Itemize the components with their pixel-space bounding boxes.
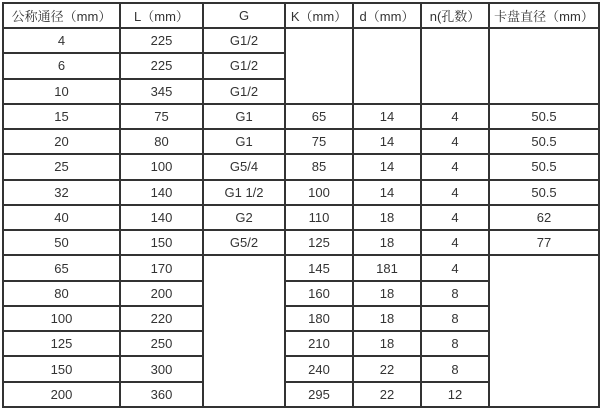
cell-chuck-merged-empty — [489, 28, 599, 104]
cell-K: 145 — [285, 255, 353, 280]
cell-K: 100 — [285, 180, 353, 205]
cell-d: 14 — [353, 129, 421, 154]
cell-dn: 15 — [3, 104, 120, 129]
cell-n: 8 — [421, 281, 489, 306]
table-row — [3, 180, 599, 205]
cell-dn: 50 — [3, 230, 120, 255]
cell-K: 75 — [285, 129, 353, 154]
cell-n: 4 — [421, 205, 489, 230]
cell-L: 75 — [120, 104, 203, 129]
cell-G: G5/4 — [203, 154, 285, 179]
cell-chuck: 77 — [489, 230, 599, 255]
cell-d: 181 — [353, 255, 421, 280]
cell-chuck: 50.5 — [489, 154, 599, 179]
cell-K: 180 — [285, 306, 353, 331]
cell-dn: 4 — [3, 28, 120, 53]
spec-table — [2, 2, 600, 408]
cell-d: 18 — [353, 331, 421, 356]
cell-chuck: 50.5 — [489, 129, 599, 154]
cell-d: 14 — [353, 180, 421, 205]
header-K: K（mm） — [285, 3, 353, 28]
cell-G: G1/2 — [203, 53, 285, 78]
cell-chuck-merged-empty — [489, 255, 599, 407]
cell-L: 80 — [120, 129, 203, 154]
cell-K: 210 — [285, 331, 353, 356]
cell-K: 110 — [285, 205, 353, 230]
cell-dn: 100 — [3, 306, 120, 331]
cell-G: G1 1/2 — [203, 180, 285, 205]
cell-n: 4 — [421, 230, 489, 255]
cell-L: 225 — [120, 28, 203, 53]
cell-dn: 32 — [3, 180, 120, 205]
cell-L: 140 — [120, 205, 203, 230]
cell-K-merged-empty — [285, 28, 353, 104]
table-row — [3, 154, 599, 179]
cell-n: 8 — [421, 306, 489, 331]
cell-L: 170 — [120, 255, 203, 280]
cell-G: G1 — [203, 129, 285, 154]
cell-chuck: 50.5 — [489, 180, 599, 205]
cell-dn: 20 — [3, 129, 120, 154]
table-row — [3, 205, 599, 230]
cell-dn: 40 — [3, 205, 120, 230]
cell-L: 300 — [120, 356, 203, 381]
cell-L: 220 — [120, 306, 203, 331]
cell-chuck: 50.5 — [489, 104, 599, 129]
cell-K: 125 — [285, 230, 353, 255]
cell-d: 22 — [353, 382, 421, 407]
cell-G: G1 — [203, 104, 285, 129]
cell-d: 22 — [353, 356, 421, 381]
cell-G: G2 — [203, 205, 285, 230]
cell-G: G1/2 — [203, 79, 285, 104]
cell-n: 8 — [421, 331, 489, 356]
header-hole-count-n: n(孔数） — [421, 3, 489, 28]
cell-n: 4 — [421, 129, 489, 154]
cell-dn: 80 — [3, 281, 120, 306]
cell-d: 18 — [353, 306, 421, 331]
cell-K: 160 — [285, 281, 353, 306]
cell-L: 200 — [120, 281, 203, 306]
cell-dn: 125 — [3, 331, 120, 356]
cell-d-merged-empty — [353, 28, 421, 104]
header-length-L: L（mm） — [120, 3, 203, 28]
cell-K: 65 — [285, 104, 353, 129]
cell-L: 250 — [120, 331, 203, 356]
cell-G: G1/2 — [203, 28, 285, 53]
cell-n: 8 — [421, 356, 489, 381]
cell-L: 360 — [120, 382, 203, 407]
header-nominal-diameter: 公称通径（mm） — [3, 3, 120, 28]
cell-L: 150 — [120, 230, 203, 255]
table-row — [3, 129, 599, 154]
cell-d: 14 — [353, 154, 421, 179]
cell-dn: 6 — [3, 53, 120, 78]
cell-dn: 65 — [3, 255, 120, 280]
table-row — [3, 255, 599, 280]
cell-L: 140 — [120, 180, 203, 205]
cell-dn: 150 — [3, 356, 120, 381]
cell-n: 4 — [421, 154, 489, 179]
cell-K: 240 — [285, 356, 353, 381]
header-chuck-diameter: 卡盘直径（mm） — [489, 3, 599, 28]
cell-dn: 25 — [3, 154, 120, 179]
cell-n: 4 — [421, 255, 489, 280]
cell-chuck: 62 — [489, 205, 599, 230]
cell-G-merged-empty — [203, 255, 285, 407]
header-d: d（mm） — [353, 3, 421, 28]
cell-d: 14 — [353, 104, 421, 129]
table-row — [3, 230, 599, 255]
cell-L: 100 — [120, 154, 203, 179]
table-row — [3, 28, 599, 53]
table-row — [3, 104, 599, 129]
cell-G: G5/2 — [203, 230, 285, 255]
cell-d: 18 — [353, 230, 421, 255]
cell-n: 12 — [421, 382, 489, 407]
cell-n: 4 — [421, 104, 489, 129]
cell-n-merged-empty — [421, 28, 489, 104]
cell-K: 295 — [285, 382, 353, 407]
header-thread-G: G — [203, 3, 285, 28]
header-row — [3, 3, 599, 28]
cell-d: 18 — [353, 281, 421, 306]
cell-L: 225 — [120, 53, 203, 78]
cell-K: 85 — [285, 154, 353, 179]
cell-L: 345 — [120, 79, 203, 104]
cell-d: 18 — [353, 205, 421, 230]
cell-dn: 200 — [3, 382, 120, 407]
cell-n: 4 — [421, 180, 489, 205]
cell-dn: 10 — [3, 79, 120, 104]
